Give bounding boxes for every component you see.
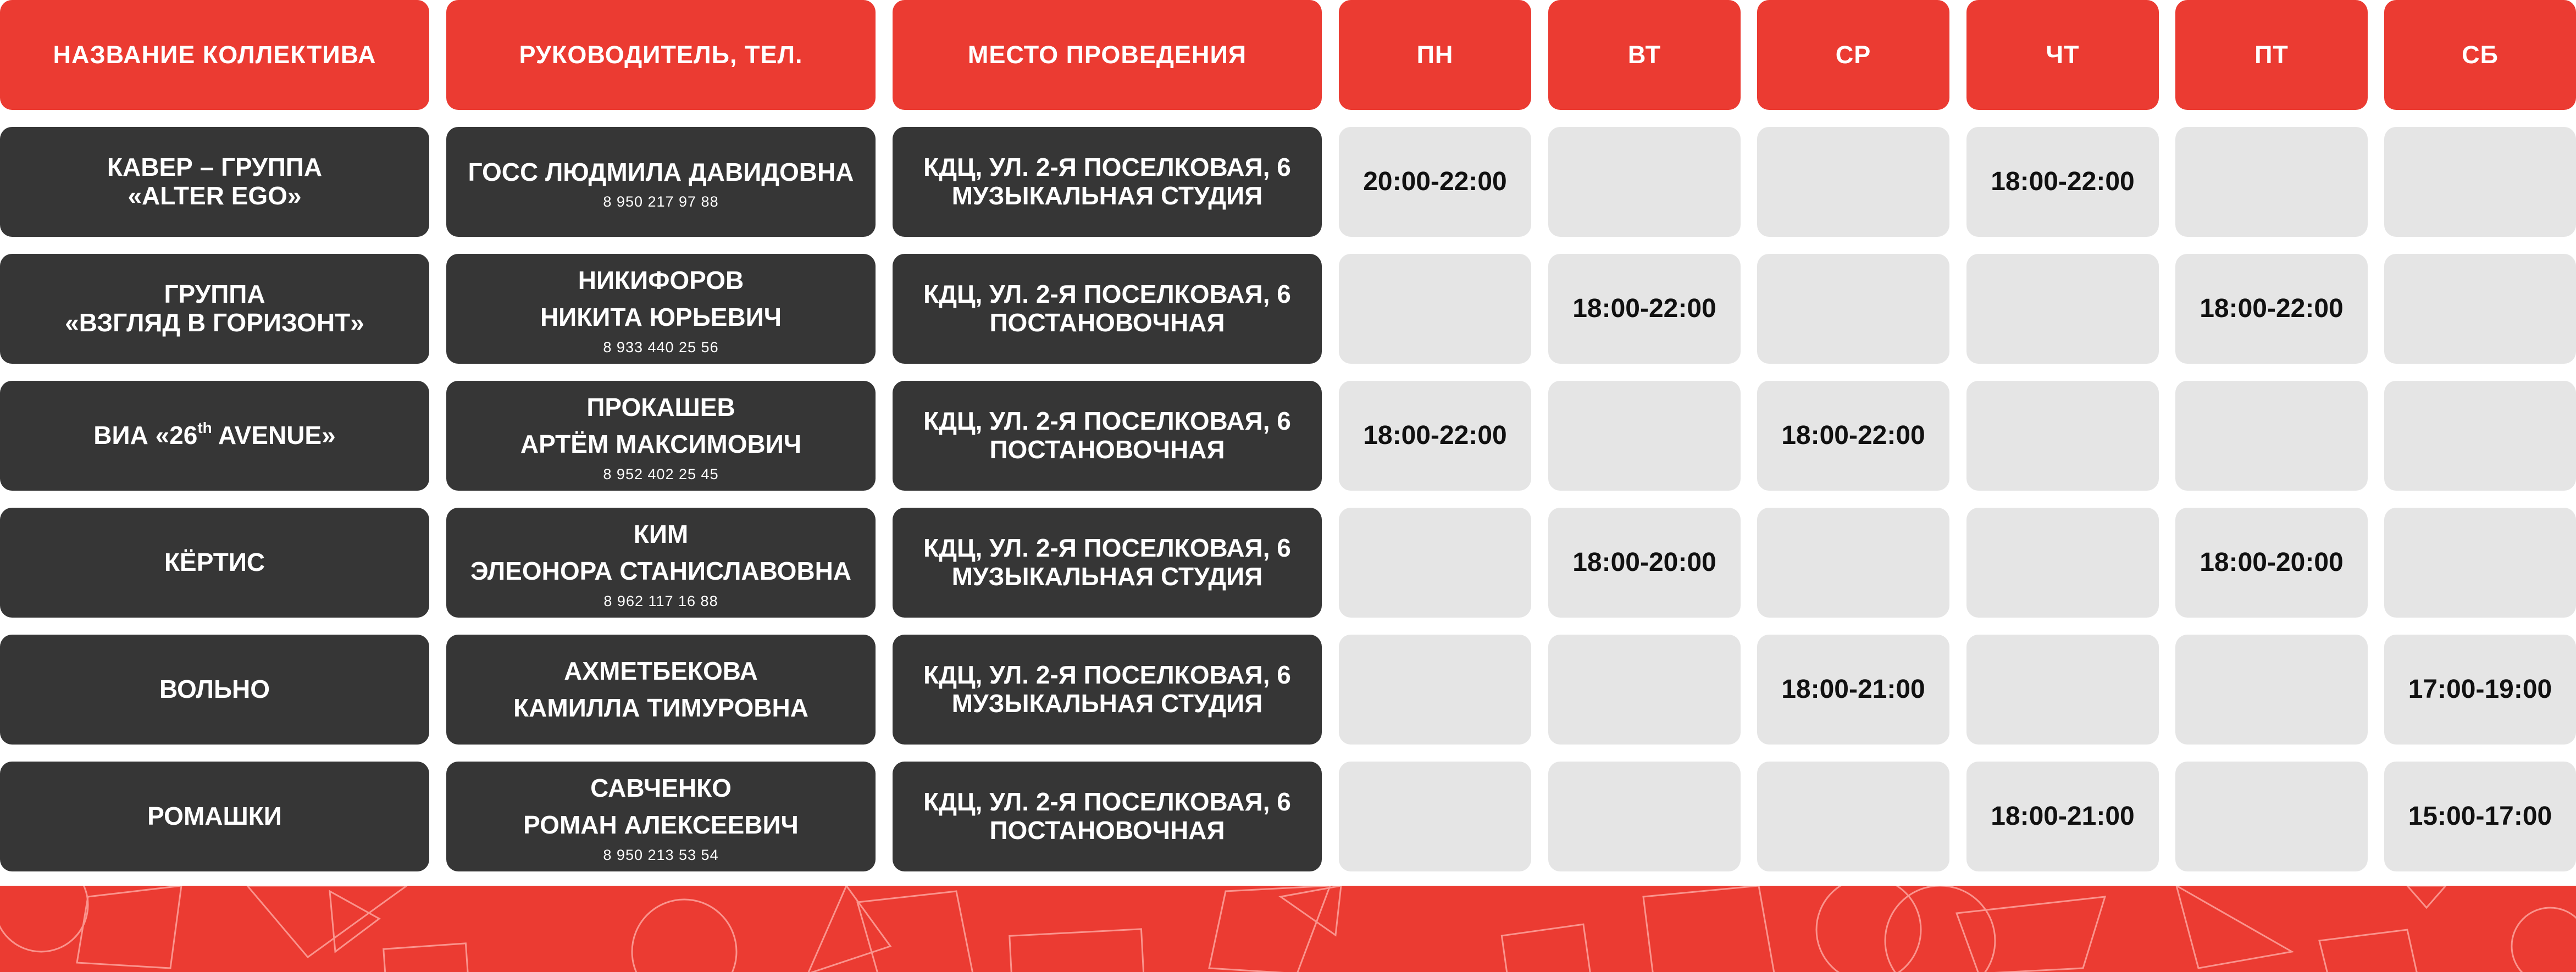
ensemble-name-line: ВОЛЬНО — [159, 675, 270, 704]
venue-line: КДЦ, УЛ. 2-Я ПОСЕЛКОВАЯ, 6 — [923, 280, 1291, 309]
schedule-cell-thu — [1966, 635, 2159, 745]
leader-name-line: КАМИЛЛА ТИМУРОВНА — [513, 693, 808, 722]
schedule-cell-thu — [1966, 254, 2159, 364]
leader-cell — [446, 635, 876, 745]
schedule-cell-mon — [1339, 508, 1531, 618]
leader-name-line: ПРОКАШЕВ — [586, 393, 735, 422]
schedule-cell-fri: 18:00-22:00 — [2175, 254, 2368, 364]
leader-cell — [446, 762, 876, 871]
leader-cell — [446, 508, 876, 618]
venue-line: МУЗЫКАЛЬНАЯ СТУДИЯ — [951, 181, 1263, 210]
schedule-cell-tue — [1548, 127, 1741, 237]
ensemble-name — [0, 127, 429, 237]
header-day-thu: ЧТ — [1966, 0, 2159, 110]
leader-name-line: ГОСС ЛЮДМИЛА ДАВИДОВНА — [468, 157, 854, 186]
leader-phone: 8 962 117 16 88 — [603, 592, 718, 609]
leader-name-line: АХМЕТБЕКОВА — [564, 657, 758, 686]
venue-line: КДЦ, УЛ. 2-Я ПОСЕЛКОВАЯ, 6 — [923, 153, 1291, 182]
ensemble-name-line: РОМАШКИ — [147, 802, 282, 831]
venue-line: МУЗЫКАЛЬНАЯ СТУДИЯ — [951, 562, 1263, 591]
schedule-cell-sat — [2384, 127, 2576, 237]
venue-line: МУЗЫКАЛЬНАЯ СТУДИЯ — [951, 689, 1263, 718]
ensemble-name-line: «ALTER EGO» — [128, 181, 302, 210]
schedule-cell-thu — [1966, 508, 2159, 618]
ensemble-name — [0, 635, 429, 745]
schedule-cell-fri — [2175, 381, 2368, 491]
venue-line: ПОСТАНОВОЧНАЯ — [989, 308, 1225, 337]
header-place: МЕСТО ПРОВЕДЕНИЯ — [893, 0, 1322, 110]
schedule-cell-thu: 18:00-22:00 — [1966, 127, 2159, 237]
ensemble-name — [0, 508, 429, 618]
schedule-cell-tue: 18:00-20:00 — [1548, 508, 1741, 618]
ensemble-name-line: «ВЗГЛЯД В ГОРИЗОНТ» — [65, 308, 364, 337]
leader-name-line: НИКИФОРОВ — [578, 266, 744, 295]
schedule-cell-tue — [1548, 381, 1741, 491]
leader-cell — [446, 254, 876, 364]
schedule-cell-mon — [1339, 635, 1531, 745]
ensemble-name — [0, 254, 429, 364]
ensemble-name — [0, 381, 429, 491]
leader-phone: 8 950 217 97 88 — [603, 193, 719, 210]
schedule-cell-wed — [1757, 508, 1949, 618]
schedule-cell-sat: 17:00-19:00 — [2384, 635, 2576, 745]
leader-cell — [446, 127, 876, 237]
leader-phone: 8 950 213 53 54 — [603, 846, 719, 863]
schedule-cell-sat — [2384, 254, 2576, 364]
header-leader: РУКОВОДИТЕЛЬ, ТЕЛ. — [446, 0, 876, 110]
schedule-cell-thu — [1966, 381, 2159, 491]
schedule-cell-fri: 18:00-20:00 — [2175, 508, 2368, 618]
leader-phone: 8 952 402 25 45 — [603, 465, 719, 482]
schedule-cell-mon: 20:00-22:00 — [1339, 127, 1531, 237]
leader-name-line: НИКИТА ЮРЬЕВИЧ — [540, 302, 782, 331]
decorative-shapes-pattern — [0, 886, 2576, 972]
ensemble-name-suffix: AVENUE» — [212, 421, 336, 450]
ensemble-name-line — [93, 421, 335, 450]
schedule-cell-tue: 18:00-22:00 — [1548, 254, 1741, 364]
schedule-cell-fri — [2175, 127, 2368, 237]
venue-cell — [893, 635, 1322, 745]
ensemble-name-prefix: ВИА «26 — [93, 421, 198, 450]
venue-cell — [893, 508, 1322, 618]
schedule-cell-sat — [2384, 381, 2576, 491]
leader-cell — [446, 381, 876, 491]
schedule-cell-mon: 18:00-22:00 — [1339, 381, 1531, 491]
venue-line: ПОСТАНОВОЧНАЯ — [989, 435, 1225, 464]
venue-cell — [893, 127, 1322, 237]
schedule-cell-sat — [2384, 508, 2576, 618]
venue-line: ПОСТАНОВОЧНАЯ — [989, 816, 1225, 845]
ensemble-name-line: ГРУППА — [164, 280, 265, 309]
ensemble-name-line: КЁРТИС — [164, 548, 265, 577]
schedule-cell-sat: 15:00-17:00 — [2384, 762, 2576, 871]
header-day-sat: СБ — [2384, 0, 2576, 110]
venue-cell — [893, 762, 1322, 871]
schedule-cell-tue — [1548, 635, 1741, 745]
schedule-cell-thu: 18:00-21:00 — [1966, 762, 2159, 871]
leader-name-line: САВЧЕНКО — [590, 774, 732, 803]
venue-cell — [893, 254, 1322, 364]
venue-line: КДЦ, УЛ. 2-Я ПОСЕЛКОВАЯ, 6 — [923, 660, 1291, 690]
schedule-cell-mon — [1339, 254, 1531, 364]
header-day-mon: ПН — [1339, 0, 1531, 110]
header-day-wed: СР — [1757, 0, 1949, 110]
schedule-cell-wed — [1757, 762, 1949, 871]
schedule-cell-wed: 18:00-22:00 — [1757, 381, 1949, 491]
leader-name-line: КИМ — [633, 520, 689, 549]
schedule-cell-fri — [2175, 762, 2368, 871]
leader-phone: 8 933 440 25 56 — [603, 338, 719, 356]
ensemble-name — [0, 762, 429, 871]
schedule-cell-wed: 18:00-21:00 — [1757, 635, 1949, 745]
schedule-cell-fri — [2175, 635, 2368, 745]
schedule-cell-tue — [1548, 762, 1741, 871]
venue-line: КДЦ, УЛ. 2-Я ПОСЕЛКОВАЯ, 6 — [923, 407, 1291, 436]
leader-name-line: ЭЛЕОНОРА СТАНИСЛАВОВНА — [470, 556, 852, 585]
header-day-tue: ВТ — [1548, 0, 1741, 110]
leader-name-line: РОМАН АЛЕКСЕЕВИЧ — [523, 810, 799, 839]
schedule-cell-mon — [1339, 762, 1531, 871]
header-day-fri: ПТ — [2175, 0, 2368, 110]
venue-cell — [893, 381, 1322, 491]
venue-line: КДЦ, УЛ. 2-Я ПОСЕЛКОВАЯ, 6 — [923, 534, 1291, 563]
decorative-footer-band — [0, 886, 2576, 972]
schedule-cell-wed — [1757, 254, 1949, 364]
ensemble-name-superscript: th — [197, 419, 212, 437]
header-name: НАЗВАНИЕ КОЛЛЕКТИВА — [0, 0, 429, 110]
schedule-cell-wed — [1757, 127, 1949, 237]
venue-line: КДЦ, УЛ. 2-Я ПОСЕЛКОВАЯ, 6 — [923, 787, 1291, 817]
leader-name-line: АРТЁМ МАКСИМОВИЧ — [520, 429, 802, 458]
ensemble-name-line: КАВЕР – ГРУППА — [107, 153, 323, 182]
